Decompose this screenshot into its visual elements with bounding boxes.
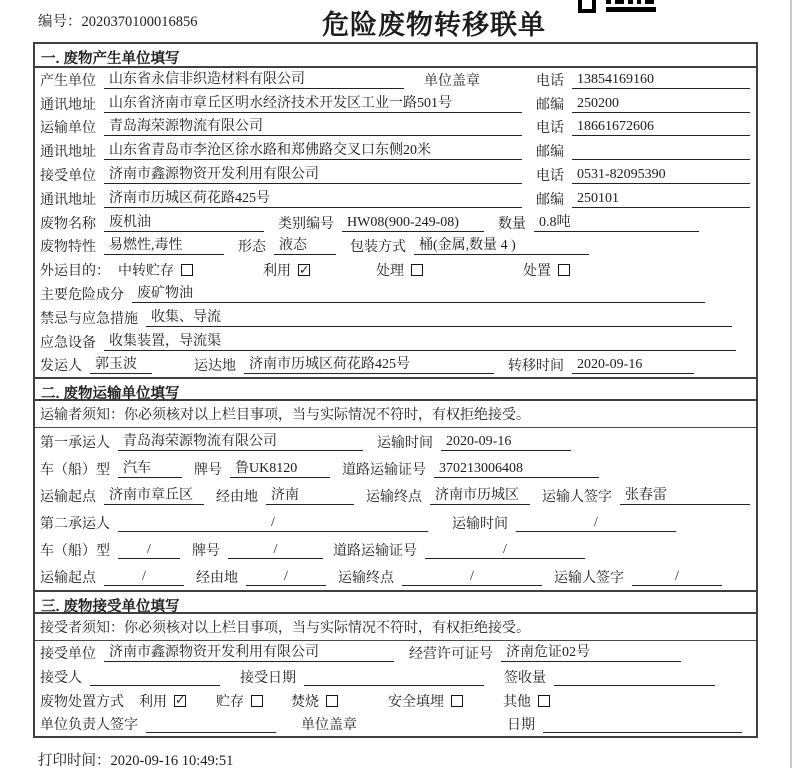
transport-zip-label: 邮编 [536,145,564,161]
route1-start-label: 运输起点 [40,489,96,505]
checkbox-treat [411,264,423,276]
packaging-label: 包装方式 [350,240,406,256]
received-qty-value [554,668,715,686]
responsible-sign-value [146,715,276,733]
checkbox-incinerate [326,695,338,707]
vehicle1-type-value: 汽车 [118,460,182,478]
purpose-option-transfer-storage-label: 中转贮存 [118,264,174,280]
license-label: 经营许可证号 [409,647,493,663]
print-time-value: 2020-09-16 10:49:51 [110,753,234,769]
purpose-option-treat-label: 处理 [376,264,404,280]
unit-seal-label: 单位盖章 [424,73,480,89]
emergency-equipment-value: 收集装置，导流渠 [104,333,736,351]
route2-via-label: 经由地 [196,570,238,586]
accept-date-value [304,668,484,686]
transport-zip-value [572,142,750,160]
route2-start-label: 运输起点 [40,570,96,586]
row-emergency-measures [35,306,756,330]
checkbox-dispose [558,264,570,276]
second-carrier-value: / [118,514,428,532]
section2-header: 二. 废物运输单位填写 [35,377,756,401]
plate1-label: 牌号 [194,462,222,478]
waste-qty-value: 0.8吨 [534,214,699,232]
section-receiver [35,590,756,736]
signoff-date-label: 日期 [507,718,535,734]
license-value: 济南危证02号 [501,644,681,662]
row-vehicle2 [35,536,756,563]
producer-address-label: 通讯地址 [40,97,96,113]
transport-time1-label: 运输时间 [377,435,433,451]
row-receiver-notice [35,614,756,641]
waste-code-label: 类别编号 [278,216,334,232]
row-producer-address [35,92,756,116]
row-transport-purpose [35,258,756,282]
purpose-option-dispose-label: 处置 [523,264,551,280]
unit-seal2-label: 单位盖章 [301,718,357,734]
road-cert1-value: 370213006408 [434,460,599,478]
route2-end-value: / [402,568,542,586]
receiver-phone-label: 电话 [536,169,564,185]
purpose-option-use-label: 利用 [263,264,291,280]
waste-qty-label: 数量 [498,216,526,232]
receiver-address-label: 通讯地址 [40,192,96,208]
waste-traits-value: 易燃性,毒性 [104,237,224,255]
transport-time2-label: 运输时间 [452,516,508,532]
checkbox-use [298,264,310,276]
received-qty-label: 签收量 [504,670,546,686]
receiver-zip-label: 邮编 [536,192,564,208]
transfer-time-label: 转移时间 [508,359,564,375]
vehicle1-type-label: 车（船）型 [40,462,110,478]
acceptor-label: 接受人 [40,670,82,686]
row-receiver-address [35,187,756,211]
route1-via-label: 经由地 [216,489,258,505]
row-transporter-notice [35,401,756,428]
producer-unit-label: 产生单位 [40,73,96,89]
disposal-option-landfill-label: 安全填埋 [388,694,444,710]
transport-address-value: 山东省青岛市李沧区徐水路和郑佛路交叉口东侧20米 [104,142,522,160]
producer-phone-value: 13854169160 [572,71,750,89]
first-carrier-value: 青岛海荣源物流有限公司 [118,433,363,451]
road-cert2-label: 道路运输证号 [333,543,417,559]
signoff-date-value [543,715,742,733]
row-acceptance [35,665,756,689]
transporter-notice-label: 运输者须知： [40,408,124,424]
row-first-carrier [35,428,756,455]
checkbox-transfer-storage [181,264,193,276]
route1-sign-label: 运输人签字 [542,489,612,505]
waste-traits-label: 废物特性 [40,240,96,256]
producer-unit-value: 山东省永信非织造材料有限公司 [104,71,404,89]
row-vehicle1 [35,455,756,482]
row-waste-traits [35,235,756,259]
qr-code-fragment-icon [578,0,662,13]
disposal-option-incinerate-label: 焚烧 [291,694,319,710]
hazard-components-label: 主要危险成分 [40,288,124,304]
page-title: 危险废物转移联单 [322,10,546,40]
row-accepting-unit [35,641,756,665]
route1-end-label: 运输终点 [366,489,422,505]
accepting-unit-value: 济南市鑫源物资开发利用有限公司 [104,644,394,662]
transport-time2-value: / [516,514,676,532]
waste-name-label: 废物名称 [40,216,96,232]
print-time-label: 打印时间： [38,753,111,769]
shipper-label: 发运人 [40,359,82,375]
row-transport-unit [35,116,756,140]
second-carrier-label: 第二承运人 [40,516,110,532]
serial-number: 2020370100016856 [81,14,198,30]
waste-code-value: HW08(900-249-08) [342,214,484,232]
checkbox-utilize [174,695,186,707]
vehicle2-type-label: 车（船）型 [40,543,110,559]
route2-via-value: / [246,568,326,586]
destination-label: 运达地 [194,359,236,375]
transport-time1-value: 2020-09-16 [441,433,571,451]
receiver-zip-value: 250101 [572,190,750,208]
row-route1 [35,482,756,509]
receiver-phone-value: 0531-82095390 [572,166,750,184]
row-producer-unit [35,68,756,92]
checkbox-store [251,695,263,707]
transport-phone-label: 电话 [536,121,564,137]
transfer-time-value: 2020-09-16 [572,356,694,374]
row-hazard-components [35,282,756,306]
plate2-value: / [228,541,323,559]
row-signoff [35,712,756,736]
disposal-option-store-label: 贮存 [216,694,244,710]
section-producer [35,44,756,377]
section-transporter [35,377,756,590]
route1-start-value: 济南市章丘区 [104,487,204,505]
receiver-address-value: 济南市历城区荷花路425号 [104,190,522,208]
route2-start-value: / [104,568,184,586]
route2-sign-label: 运输人签字 [554,570,624,586]
emergency-measures-label: 禁忌与应急措施 [40,311,138,327]
row-transport-address [35,139,756,163]
shipper-value: 郭玉波 [90,356,152,374]
checkbox-other [538,695,550,707]
route1-sign-value: 张春雷 [620,487,750,505]
vehicle2-type-value: / [118,541,180,559]
accept-date-label: 接受日期 [240,670,296,686]
purpose-label: 外运目的： [40,264,110,280]
waste-form-value: 液态 [274,237,336,255]
checkbox-landfill [451,695,463,707]
road-cert2-value: / [425,541,585,559]
emergency-equipment-label: 应急设备 [40,335,96,351]
row-disposal-method [35,689,756,713]
emergency-measures-value: 收集、导流 [146,309,732,327]
producer-zip-label: 邮编 [536,97,564,113]
first-carrier-label: 第一承运人 [40,435,110,451]
transfer-manifest-form [33,42,758,738]
disposal-option-utilize-label: 利用 [139,694,167,710]
plate1-value: 鲁UK8120 [230,460,330,478]
accepting-unit-label: 接受单位 [40,647,96,663]
destination-value: 济南市历城区荷花路425号 [244,356,494,374]
serial-number-line [38,10,198,31]
producer-phone-label: 电话 [536,73,564,89]
producer-address-value: 山东省济南市章丘区明水经济技术开发区工业一路501号 [104,95,522,113]
road-cert1-label: 道路运输证号 [342,462,426,478]
responsible-sign-label: 单位负责人签字 [40,718,138,734]
row-second-carrier [35,509,756,536]
route1-via-value: 济南 [266,487,354,505]
receiver-notice-label: 接受者须知： [40,621,124,637]
row-dispatch [35,354,756,378]
print-time-line [38,749,233,770]
row-waste-name [35,211,756,235]
transport-address-label: 通讯地址 [40,145,96,161]
row-receiver-unit [35,163,756,187]
route1-end-value: 济南市历城区 [430,487,530,505]
receiver-unit-value: 济南市鑫源物资开发利用有限公司 [104,166,522,184]
hazard-components-value: 废矿物油 [132,285,705,303]
receiver-notice-text: 你必须核对以上栏目事项，当与实际情况不符时，有权拒绝接受。 [124,621,530,637]
transport-unit-value: 青岛海荣源物流有限公司 [104,118,522,136]
section3-header: 三. 废物接受单位填写 [35,590,756,614]
section1-header: 一. 废物产生单位填写 [35,44,756,68]
acceptor-value [90,668,220,686]
transport-phone-value: 18661672606 [572,118,750,136]
transporter-notice-text: 你必须核对以上栏目事项，当与实际情况不符时，有权拒绝接受。 [124,408,530,424]
row-emergency-equipment [35,330,756,354]
producer-zip-value: 250200 [572,95,750,113]
disposal-method-label: 废物处置方式 [40,694,124,710]
route2-end-label: 运输终点 [338,570,394,586]
plate2-label: 牌号 [192,543,220,559]
waste-name-value: 废机油 [104,214,264,232]
receiver-unit-label: 接受单位 [40,169,96,185]
disposal-option-other-label: 其他 [503,694,531,710]
page-edge-divider [790,0,792,768]
row-route2 [35,563,756,590]
serial-label: 编号： [38,14,82,30]
waste-form-label: 形态 [238,240,266,256]
route2-sign-value: / [632,568,722,586]
transport-unit-label: 运输单位 [40,121,96,137]
packaging-value: 桶(金属,数量 4 ) [414,237,589,255]
